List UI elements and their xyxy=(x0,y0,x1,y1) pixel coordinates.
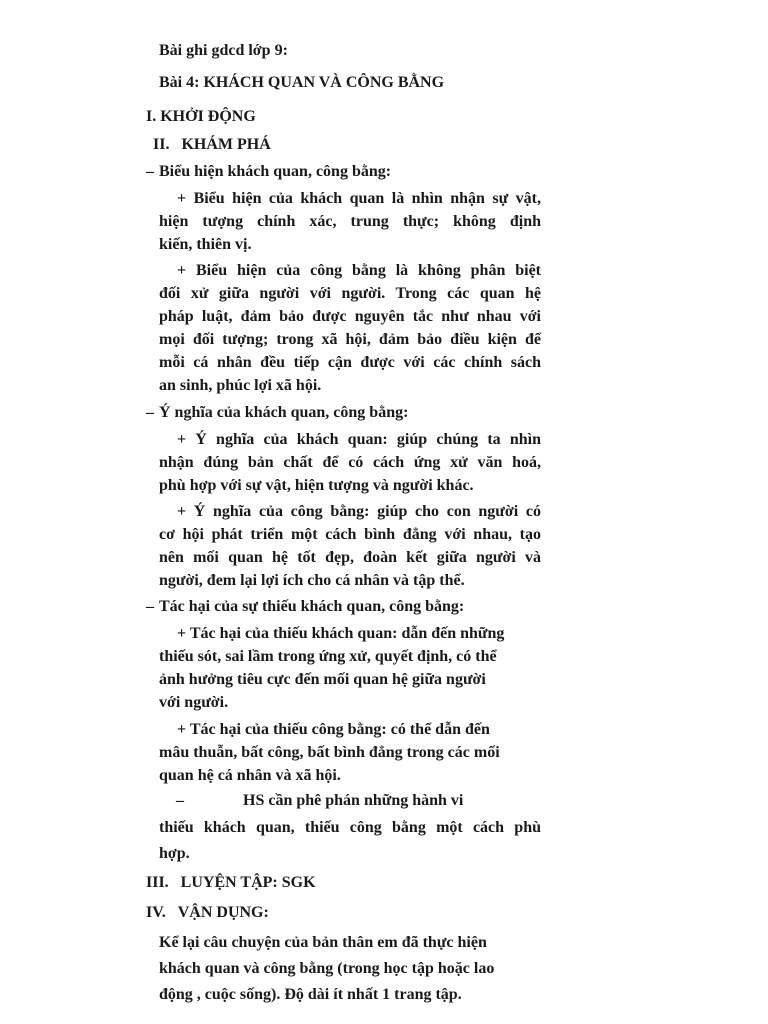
paragraph-line: + Biểu hiện của công bằng là không phân biệt xyxy=(177,262,541,279)
paragraph-line: mâu thuẫn, bất công, bất bình đẳng trong các mối xyxy=(159,744,500,761)
bullet-heading-2: Ý nghĩa của khách quan, công bằng: xyxy=(159,404,409,421)
paragraph-line: quan hệ cá nhân và xã hội. xyxy=(159,767,341,784)
paragraph-line: ảnh hưởng tiêu cực đến mối quan hệ giữa người xyxy=(159,671,486,688)
section-heading-2: II. KHÁM PHÁ xyxy=(153,136,271,153)
paragraph-line: pháp luật, đảm bảo được nguyên tắc như nhau với xyxy=(159,308,541,325)
paragraph-line: kiến, thiên vị. xyxy=(159,236,252,253)
bullet-dash: – xyxy=(176,792,184,809)
section-heading-4: IV. VẬN DỤNG: xyxy=(146,904,269,921)
bullet-dash: – xyxy=(146,163,154,180)
paragraph-line: nhận đúng bản chất để có cách ứng xử văn hoá, xyxy=(159,454,541,471)
paragraph-line: cơ hội phát triển một cách bình đẳng với nhau, tạo xyxy=(159,526,541,543)
paragraph-line: người, đem lại lợi ích cho cá nhân và tập thể. xyxy=(159,572,465,589)
paragraph-line: khách quan và công bằng (trong học tập hoặc lao xyxy=(159,960,495,977)
paragraph-line: với người. xyxy=(159,694,229,711)
paragraph-line: phù hợp với sự vật, hiện tượng và người khác. xyxy=(159,477,474,494)
paragraph-line: an sinh, phúc lợi xã hội. xyxy=(159,377,322,394)
paragraph-line: hiện tượng chính xác, trung thực; không định xyxy=(159,213,541,230)
paragraph-line: hợp. xyxy=(159,845,190,862)
bullet-dash: – xyxy=(146,598,154,615)
section-heading-3: III. LUYỆN TẬP: SGK xyxy=(146,874,316,891)
paragraph-line: mỗi cá nhân đều tiếp cận được với các chính sách xyxy=(159,354,541,371)
paragraph-line: + Tác hại của thiếu công bằng: có thể dẫn đến xyxy=(177,721,490,738)
paragraph-line: + Ý nghĩa của công bằng: giúp cho con người có xyxy=(177,503,541,520)
bullet-heading-1: Biểu hiện khách quan, công bằng: xyxy=(159,163,392,180)
paragraph-line: thiếu sót, sai lầm trong ứng xử, quyết định, có thể xyxy=(159,648,497,665)
paragraph-line: nên mối quan hệ tốt đẹp, đoàn kết giữa người và xyxy=(159,549,541,566)
paragraph-line: HS cần phê phán những hành vi xyxy=(243,792,464,809)
bullet-dash: – xyxy=(146,404,154,421)
paragraph-line: + Tác hại của thiếu khách quan: dẫn đến những xyxy=(177,625,505,642)
paragraph-line: + Ý nghĩa của khách quan: giúp chúng ta nhìn xyxy=(177,431,541,448)
paragraph-line: thiếu khách quan, thiếu công bằng một cách phù xyxy=(159,819,541,836)
lesson-title: Bài 4: KHÁCH QUAN VÀ CÔNG BẰNG xyxy=(159,74,445,91)
section-heading-1: I. KHỞI ĐỘNG xyxy=(146,108,256,125)
paragraph-line: + Biểu hiện của khách quan là nhìn nhận sự vật, xyxy=(177,190,541,207)
document-header: Bài ghi gdcd lớp 9: xyxy=(159,42,288,59)
paragraph-line: mọi đối tượng; trong xã hội, đảm bảo điều kiện để xyxy=(159,331,541,348)
bullet-heading-3: Tác hại của sự thiếu khách quan, công bằng: xyxy=(159,598,465,615)
paragraph-line: động , cuộc sống). Độ dài ít nhất 1 trang tập. xyxy=(159,986,462,1003)
paragraph-line: đối xử giữa người với người. Trong các quan hệ xyxy=(159,285,541,302)
paragraph-line: Kể lại câu chuyện của bản thân em đã thực hiện xyxy=(159,934,487,951)
